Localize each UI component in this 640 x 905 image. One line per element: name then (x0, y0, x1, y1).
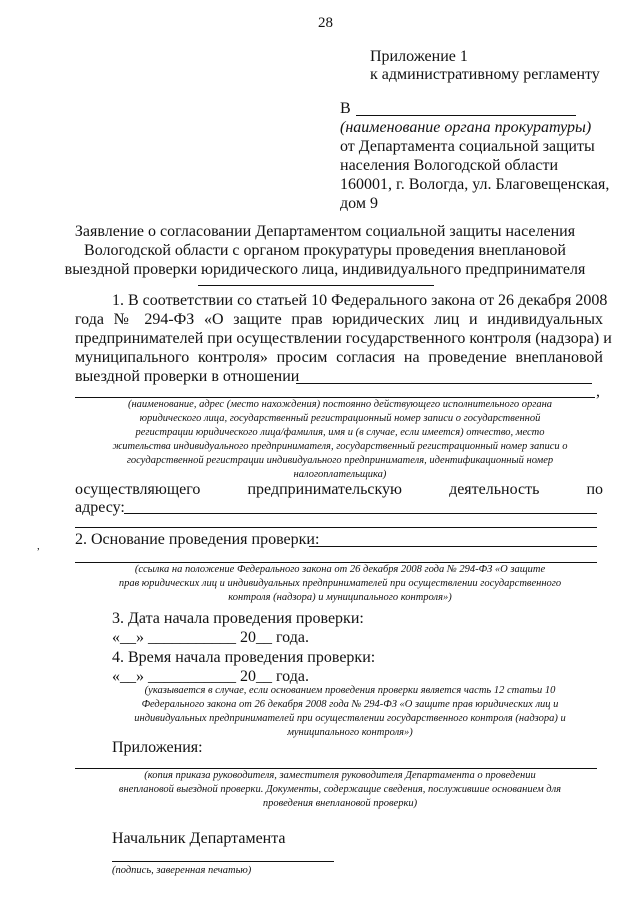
address-label: адресу: (75, 499, 125, 516)
section4-label: 4. Время начала проведения проверки: (112, 649, 376, 666)
addressee-blank-line (356, 115, 576, 116)
subject-hint-line: жительства индивидуального предпринимателя, государственный регистрационный номер записи о (112, 441, 568, 452)
section1-line2: года № 294-ФЗ «О защите прав юридических лиц и индивидуальных (75, 311, 603, 328)
title-line-1: Заявление о согласовании Департаментом социальной защиты населения (74, 223, 576, 240)
inspection-subject-hint (70, 398, 610, 482)
address-blank-line2 (75, 527, 597, 528)
address-blank-line1 (124, 513, 597, 514)
signature-hint: (подпись, заверенная печатью) (112, 865, 252, 876)
prosecutor-organ-hint: (наименование органа прокуратуры) (340, 119, 592, 136)
basis-blank-line1 (309, 546, 597, 547)
annex-subtitle: к административному регламенту (370, 66, 600, 83)
activity-word: по (586, 481, 603, 498)
department-address-line2: дом 9 (340, 195, 378, 212)
addressee-prefix: В (340, 100, 351, 117)
attachments-hint-line: внеплановой выездной проверки. Документы, содержащие сведения, послужившие основанием для (118, 784, 562, 795)
section1-line4: муниципального контроля» просим согласия на проведение внеплановой (75, 349, 603, 366)
annex-title: Приложение 1 (370, 48, 468, 65)
basis-hint-line: (ссылка на положение Федерального закона от 26 декабря 2008 года № 294-ФЗ «О защите (134, 564, 546, 575)
time-hint-line: индивидуальных предпринимателей при осуществлении государственного контроля (надзора) и (134, 713, 566, 724)
section1-line1: 1. В соответствии со статьей 10 Федерального закона от 26 декабря 2008 (112, 292, 608, 309)
attachments-hint-line: (копия приказа руководителя, заместителя руководителя Департамента о проведении (144, 770, 536, 781)
subject-hint-line: регистрации юридического лица/фамилия, имя и (в случае, если имеется) отчество, место (135, 427, 545, 438)
activity-word: предпринимательскую (247, 481, 403, 498)
section1-line3: предпринимателей при осуществлении государственного контроля (надзора) и (75, 330, 612, 347)
section3-label: 3. Дата начала проведения проверки: (112, 610, 364, 627)
page-number: 28 (318, 15, 333, 31)
from-department-line2: населения Вологодской области (340, 157, 559, 174)
basis-hint-line: контроля (надзора) и муниципального контроля») (228, 592, 452, 603)
start-date-field: «__» ___________ 20__ года. (112, 629, 309, 646)
activity-word: осуществляющего (75, 481, 201, 498)
basis-hint-line: прав юридических лиц и индивидуальных предпринимателей при осуществлении государственного (118, 578, 562, 589)
title-underline (198, 285, 434, 286)
title-line-2: Вологодской области с органом прокуратуры проведения внеплановой (84, 242, 566, 259)
subject-hint-line: налогоплательщика) (293, 469, 387, 480)
start-time-hint (85, 684, 615, 740)
title-line-3: выездной проверки юридического лица, индивидуального предпринимателя (64, 261, 586, 278)
attachments-label: Приложения: (112, 739, 203, 756)
activity-line (75, 480, 603, 499)
attachments-hint (75, 769, 605, 811)
basis-hint (75, 563, 605, 605)
subject-hint-line: государственной регистрации индивидуального предпринимателя, идентификационный номер (126, 455, 554, 466)
application-title (60, 222, 590, 279)
inspection-subject-line1 (296, 383, 592, 384)
signature-blank-line (112, 861, 334, 862)
start-time-field: «__» ___________ 20__ года. (112, 668, 309, 685)
from-department-line1: от Департамента социальной защиты (340, 138, 595, 155)
department-address-line1: 160001, г. Вологда, ул. Благовещенская, (340, 176, 610, 193)
time-hint-line: Федерального закона от 26 декабря 2008 года № 294-ФЗ «О защите прав юридических лиц и (141, 699, 559, 710)
activity-word: деятельность (449, 481, 540, 498)
section2-label: 2. Основание проведения проверки: (75, 531, 320, 548)
margin-mark: , (37, 540, 40, 552)
subject-comma: , (596, 383, 600, 400)
time-hint-line: (указывается в случае, если основанием проведения проверки является часть 12 статьи 10 (144, 685, 556, 696)
subject-hint-line: юридического лица, государственный регистрационный номер записи о государственной (139, 413, 541, 424)
time-hint-line: муниципального контроля») (287, 727, 413, 738)
attachments-hint-line: проведения внеплановой проверки) (262, 798, 418, 809)
section1-line5: выездной проверки в отношении (75, 368, 300, 385)
subject-hint-line: (наименование, адрес (место нахождения) постоянно действующего исполнительного органа (127, 399, 553, 410)
signatory-position: Начальник Департамента (112, 830, 286, 847)
